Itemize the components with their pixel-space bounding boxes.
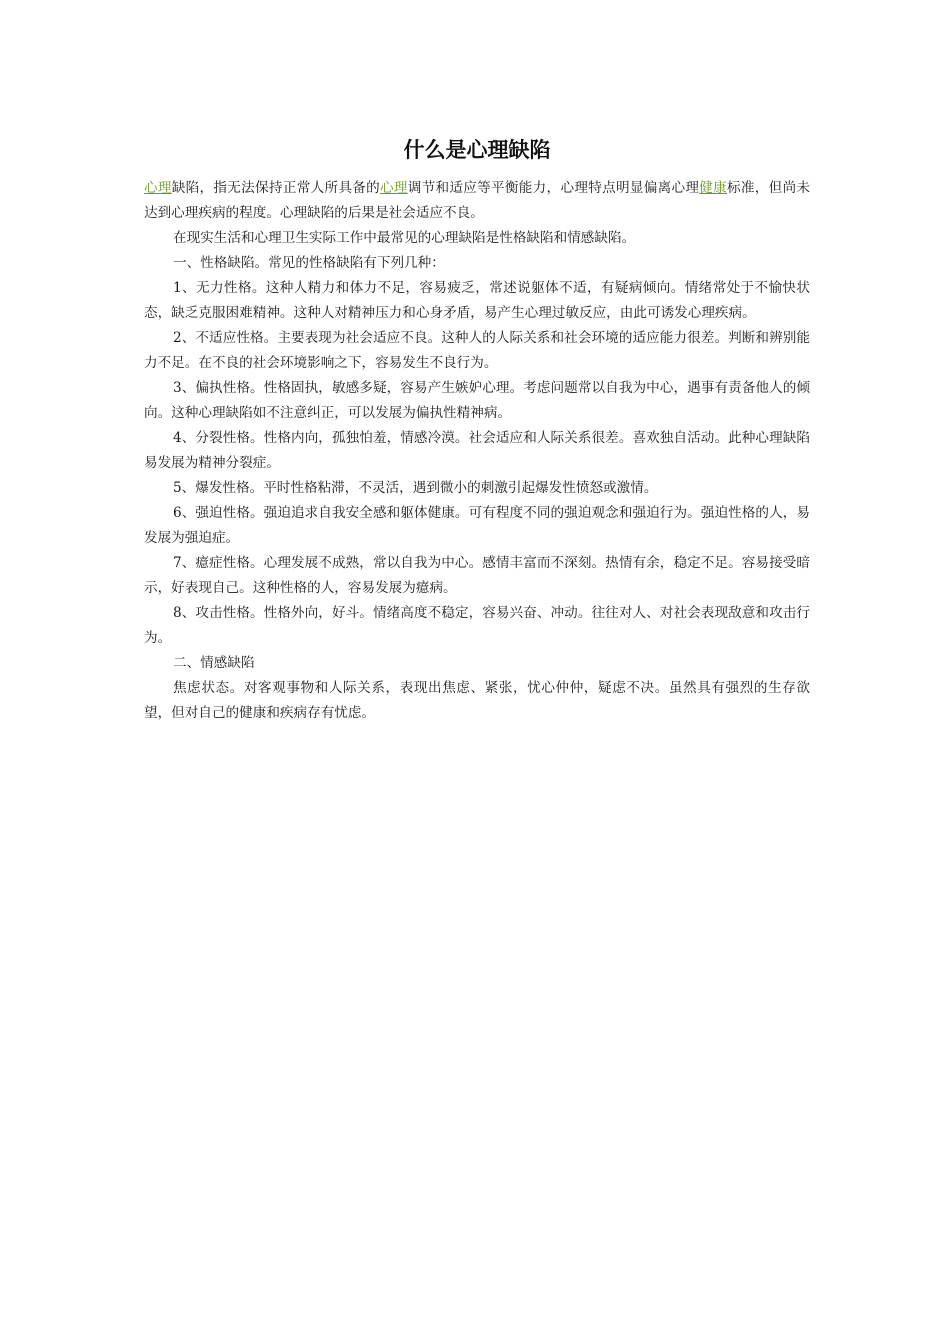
link-xinli-2[interactable]: 心理 bbox=[379, 180, 408, 196]
document-title: 什么是心理缺陷 bbox=[403, 138, 551, 162]
link-xinli-1[interactable]: 心理 bbox=[144, 180, 172, 196]
list-item-explosive-personality: 5、爆发性格。平时性格粘滞，不灵活，遇到微小的刺激引起爆发性愤怒或激情。 bbox=[173, 480, 658, 496]
intro-text-1: 缺陷，指无法保持正常人所具备的 bbox=[171, 180, 380, 196]
paragraph-common-defects: 在现实生活和心理卫生实际工作中最常见的心理缺陷是性格缺陷和情感缺陷。 bbox=[173, 230, 636, 246]
intro-paragraph bbox=[144, 176, 810, 226]
list-item-compulsive-personality: 6、强迫性格。强迫追求自我安全感和躯体健康。可有程度不同的强迫观念和强迫行为。强迫性格的人，易发展为强迫症。 bbox=[144, 505, 810, 546]
section-heading-emotional: 二、情感缺陷 bbox=[173, 655, 255, 671]
paragraph-anxiety-state: 焦虑状态。对客观事物和人际关系，表现出焦虑、紧张，忧心仲仲，疑虑不决。虽然具有强烈的生存欲望，但对自己的健康和疾病存有忧虑。 bbox=[144, 680, 810, 721]
list-item-maladaptive-personality: 2、不适应性格。主要表现为社会适应不良。这种人的人际关系和社会环境的适应能力很差。判断和辨别能力不足。在不良的社会环境影响之下，容易发生不良行为。 bbox=[144, 330, 810, 371]
link-jiankang[interactable]: 健康 bbox=[699, 180, 728, 196]
list-item-paranoid-personality: 3、偏执性格。性格固执，敏感多疑，容易产生嫉妒心理。考虑问题常以自我为中心，遇事有责备他人的倾向。这种心理缺陷如不注意纠正，可以发展为偏执性精神病。 bbox=[144, 380, 810, 421]
list-item-aggressive-personality: 8、攻击性格。性格外向，好斗。情绪高度不稳定，容易兴奋、冲动。往往对人、对社会表现敌意和攻击行为。 bbox=[144, 605, 810, 646]
section-heading-personality: 一、性格缺陷。常见的性格缺陷有下列几种： bbox=[173, 255, 445, 271]
document-page bbox=[144, 134, 810, 726]
list-item-weak-personality: 1、无力性格。这种人精力和体力不足，容易疲乏，常述说躯体不适，有疑病倾向。情绪常处于不愉快状态，缺乏克服困难精神。这种人对精神压力和心身矛盾，易产生心理过敏反应，由此可诱发心理疾病。 bbox=[144, 280, 810, 321]
list-item-schizoid-personality: 4、分裂性格。性格内向，孤独怕羞，情感冷漠。社会适应和人际关系很差。喜欢独自活动。此种心理缺陷易发展为精神分裂症。 bbox=[144, 430, 810, 471]
intro-text-3: 标准，但尚未达到心理疾病的程度。心理缺陷的后果是社会适应不良。 bbox=[144, 180, 811, 221]
list-item-hysterical-personality: 7、癔症性格。心理发展不成熟，常以自我为中心。感情丰富而不深刻。热情有余，稳定不足。容易接受暗示，好表现自己。这种性格的人，容易发展为癔病。 bbox=[144, 555, 810, 596]
intro-text-2: 调节和适应等平衡能力，心理特点明显偏离心理 bbox=[407, 180, 700, 196]
